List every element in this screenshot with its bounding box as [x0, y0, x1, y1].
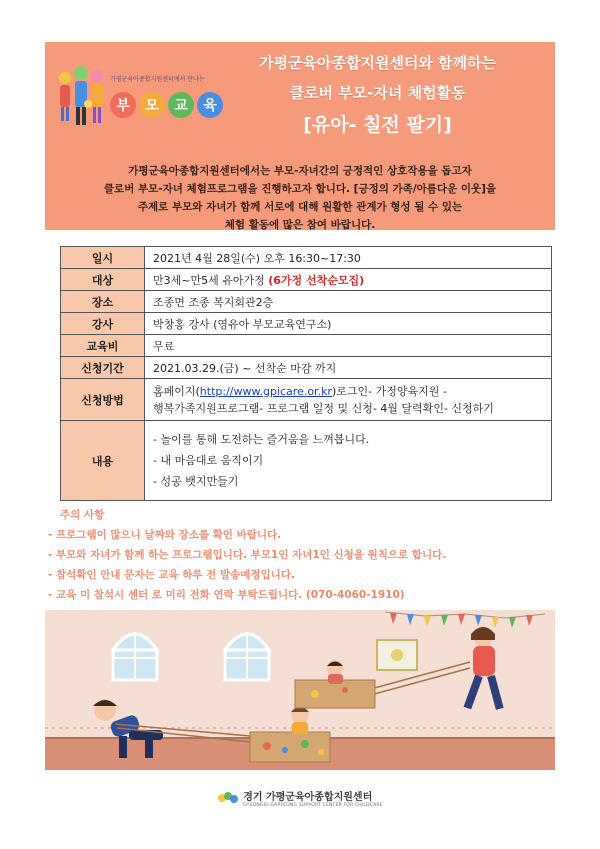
center-logo — [217, 788, 383, 808]
intro-line: 클로버 부모-자녀 체험프로그램을 진행하고자 합니다. [긍정의 가족/아름다운 이웃]을 — [103, 183, 497, 195]
list-item: - 내 마음대로 움직이기 — [153, 454, 264, 467]
table-row — [61, 291, 552, 313]
title-block — [205, 48, 550, 142]
program-logo — [55, 64, 217, 144]
notice-item: - 프로그램이 많으니 날짜와 장소를 확인 바랍니다. — [48, 529, 282, 541]
target-label: 대상 — [61, 269, 145, 291]
table-row — [61, 335, 552, 357]
list-item: - 놀이를 통해 도전하는 즐거움을 느껴봅니다. — [153, 433, 370, 446]
family-figures-icon — [55, 64, 110, 134]
target-value: 만3세~만5세 유아가정 — [153, 273, 265, 287]
intro-paragraph — [55, 162, 545, 234]
notice-item: - 교육 미 참석시 센터 로 미리 전화 연락 부탁드립니다. (070-4060-1910) — [48, 589, 405, 601]
center-name: 경기 가평군육아종합지원센터 — [243, 792, 373, 803]
table-row — [61, 247, 552, 269]
notice-title: 주의 사항 — [60, 509, 105, 521]
target-cell — [145, 269, 552, 291]
method-prefix: 홈페이지( — [153, 384, 200, 398]
title-line-3: [유아- 칠전 팔기] — [303, 114, 452, 136]
notice-item: - 참석확인 안내 문자는 교육 하루 전 발송예정입니다. — [48, 569, 295, 581]
method-label: 신청방법 — [61, 379, 145, 421]
logo-chip: 모 — [139, 92, 165, 118]
list-item: - 성공 뱃지만들기 — [153, 475, 239, 488]
intro-line: 체험 활동에 많은 참여 바랍니다. — [224, 219, 376, 231]
fee-label: 교육비 — [61, 335, 145, 357]
table-row — [61, 269, 552, 291]
place-label: 장소 — [61, 291, 145, 313]
content-label: 내용 — [61, 421, 145, 501]
content-list — [153, 425, 543, 496]
program-info-table — [60, 246, 552, 501]
table-row — [61, 379, 552, 421]
date-value: 2021년 4월 28일(수) 오후 16:30~17:30 — [145, 247, 552, 269]
table-row — [61, 421, 552, 501]
center-name-en: GYEONGGI GAPYEONG SUPPORT CENTER FOR CHILDCARE — [243, 803, 383, 808]
period-value: 2021.03.29.(금) ~ 선착순 마감 까지 — [145, 357, 552, 379]
footer — [0, 788, 600, 810]
title-line-1: 가평군육아종합지원센터와 함께하는 — [258, 54, 497, 72]
intro-line: 가평군육아종합지원센터에서는 부모-자녀간의 긍정적인 상호작용을 돕고자 — [128, 165, 472, 177]
notice-section — [48, 505, 568, 605]
period-label: 신청기간 — [61, 357, 145, 379]
table-row — [61, 357, 552, 379]
table-row — [61, 313, 552, 335]
method-cell — [145, 379, 552, 421]
center-logo-icon — [217, 790, 239, 806]
content-cell — [145, 421, 552, 501]
logo-chip: 교 — [168, 92, 194, 118]
title-line-2: 클로버 부모-자녀 체험활동 — [289, 84, 466, 102]
notice-item: - 부모와 자녀가 함께 하는 프로그램입니다. 부모1인 자녀1인 신청을 원칙으로 합니다. — [48, 549, 447, 561]
date-label: 일시 — [61, 247, 145, 269]
teacher-label: 강사 — [61, 313, 145, 335]
family-play-illustration — [45, 610, 555, 770]
method-suffix: )로그인- 가정양육지원 - — [331, 384, 447, 398]
homepage-link[interactable]: http://www.gpicare.or.kr — [199, 384, 332, 398]
method-line-1 — [153, 383, 543, 400]
logo-caption: 가평군육아종합지원센터에서 만나는 — [110, 76, 205, 83]
place-value: 조종면 조종 복지회관2층 — [145, 291, 552, 313]
logo-chip: 부 — [110, 92, 136, 118]
target-note: (6가정 선착순모집) — [268, 273, 365, 287]
logo-chip: 육 — [197, 92, 223, 118]
fee-value: 무료 — [145, 335, 552, 357]
intro-line: 주제로 부모와 자녀가 함께 서로에 대해 원활한 관계가 형성 될 수 있는 — [137, 201, 463, 213]
teacher-value: 박창홍 강사 (영유아 부모교육연구소) — [145, 313, 552, 335]
method-line-2: 행복가족지원프로그램- 프로그램 일정 및 신청- 4월 달력확인- 신청하기 — [153, 401, 494, 415]
header-banner — [45, 42, 555, 230]
